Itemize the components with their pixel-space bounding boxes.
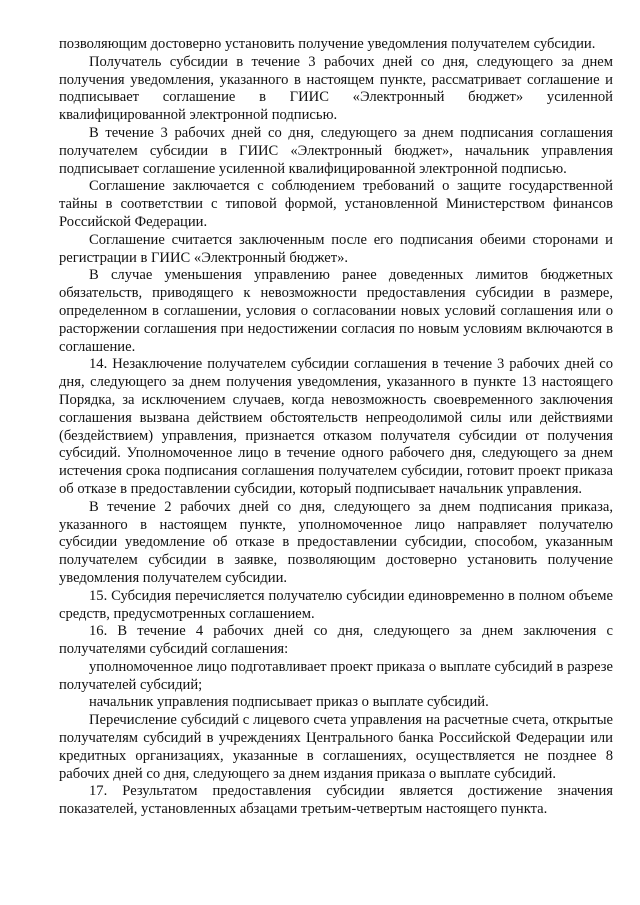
paragraph-agreement-concluded: Соглашение считается заключенным после его подписания обеими сторонами и регистрации в ГИИС «Электронный бюджет».: [59, 231, 613, 266]
paragraph-refusal-notice: В течение 2 рабочих дней со дня, следующего за днем подписания приказа, указанного в настоящем пункте, уполномоченное лицо направляет получателю субсидии уведомление об отказе в предоставлении субсидии, способом, указанным получателем субсидии в заявке, позволяющим достоверно установить получение уведомления получателем субсидии.: [59, 498, 613, 586]
paragraph-continuation: позволяющим достоверно установить получение уведомления получателем субсидии.: [59, 36, 596, 52]
paragraph-signing-by-head: В течение 3 рабочих дней со дня, следующего за днем подписания соглашения получателем субсидии в ГИИС «Электронный бюджет», начальник управления подписывает соглашение усиленной квалифицированной электронной подписью.: [59, 124, 613, 177]
paragraph-state-secret: Соглашение заключается с соблюдением требований о защите государственной тайны в соответствии с типовой формой, установленной Министерством финансов Российской Федерации.: [59, 178, 613, 230]
paragraph-order-draft: уполномоченное лицо подготавливает проект приказа о выплате субсидий в разрезе получателей субсидий;: [59, 658, 613, 693]
paragraph-item-17: 17. Результатом предоставления субсидии является достижение значения показателей, установленных абзацами третьим-четвертым настоящего пункта.: [59, 783, 613, 818]
paragraph-transfer: Перечисление субсидий с лицевого счета управления на расчетные счета, открытые получателям субсидий в учреждениях Центрального банка Российской Федерации или кредитных организациях, указанные в соглашениях, осуществляется не позднее 8 рабочих дней со дня, следующего за днем издания приказа о выплате субсидий.: [59, 712, 613, 782]
paragraph-order-signing: начальник управления подписывает приказ о выплате субсидий.: [89, 694, 489, 711]
document-page: [59, 36, 613, 819]
paragraph-limits-reduction: В случае уменьшения управлению ранее доведенных лимитов бюджетных обязательств, приводящего к невозможности предоставления субсидии в размере, определенном в соглашении, условия о согласовании новых условий соглашения или о расторжении соглашения при недостижении согласия по новым условиям включаются в соглашение.: [59, 267, 613, 355]
paragraph-signing-by-recipient: Получатель субсидии в течение 3 рабочих дней со дня, следующего за днем получения уведомления, указанного в настоящем пункте, рассматривает соглашение и подписывает соглашение в ГИИС «Электронный бюджет» усиленной квалифицированной электронной подписью.: [59, 53, 613, 124]
paragraph-item-14: 14. Незаключение получателем субсидии соглашения в течение 3 рабочих дней со дня, следующего за днем получения уведомления, указанного в пункте 13 настоящего Порядка, за исключением случаев, когда невозможность своевременного заключения соглашения вызвана действием обстоятельств непреодолимой силы или действиями (бездействием) управления, признается отказом получателя субсидии от получения субсидий. Уполномоченное лицо в течение одного рабочего дня, следующего за днем истечения срока подписания соглашения получателем субсидии, готовит проект приказа об отказе в предоставлении субсидии, который подписывает начальник управления.: [59, 356, 613, 497]
paragraph-item-16: 16. В течение 4 рабочих дней со дня, следующего за днем заключения с получателями субсидий соглашения:: [59, 623, 613, 658]
paragraph-item-15: 15. Субсидия перечисляется получателю субсидии единовременно в полном объеме средств, предусмотренных соглашением.: [59, 587, 613, 622]
